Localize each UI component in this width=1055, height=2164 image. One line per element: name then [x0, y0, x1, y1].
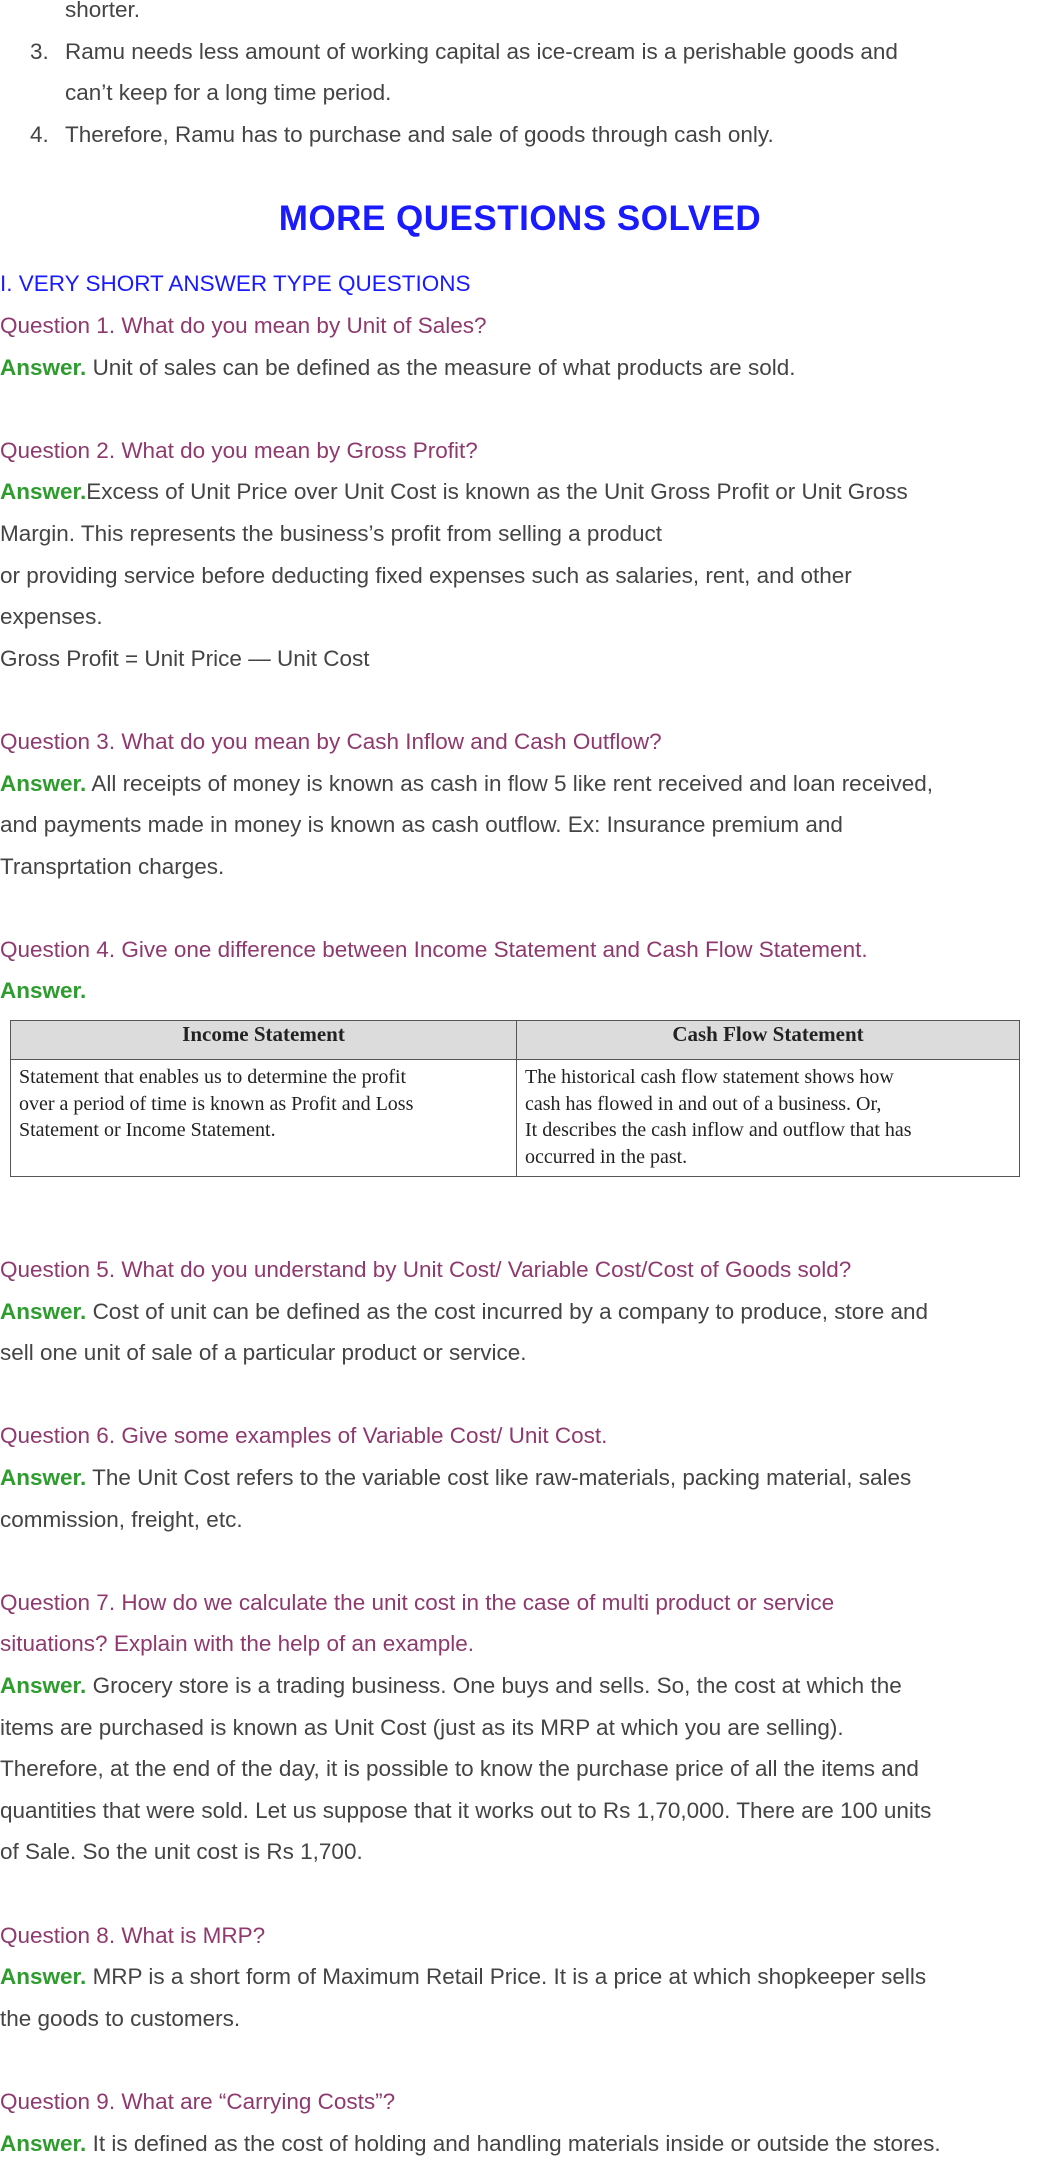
question-9: Question 9. What are “Carrying Costs”?	[0, 2088, 396, 2114]
answer-6: Answer. The Unit Cost refers to the variable cost like raw-materials, packing material, sales commission, freight, etc.	[0, 1465, 912, 1532]
list-item: 3. Ramu needs less amount of working capital as ice-cream is a perishable goods and can’t keep for a long time period.	[30, 38, 898, 106]
page-heading: MORE QUESTIONS SOLVED	[278, 199, 762, 239]
table-header-income: Income Statement	[11, 1021, 517, 1060]
answer-3: Answer. All receipts of money is known as cash in flow 5 like rent received and loan received, and payments made in money is known as cash outflow. Ex: Insurance premium and Transprtation charges.	[0, 770, 933, 879]
intro-list	[0, 31, 1040, 156]
answer-9: Answer. It is defined as the cost of holding and handling materials inside or outside the stores.	[0, 2130, 941, 2156]
question-2: Question 2. What do you mean by Gross Profit?	[0, 437, 478, 463]
answer-5: Answer. Cost of unit can be defined as the cost incurred by a company to produce, store and sell one unit of sale of a particular product or service.	[0, 1298, 929, 1366]
question-4: Question 4. Give one difference between Income Statement and Cash Flow Statement.	[0, 936, 868, 962]
intro-fragment: shorter.	[65, 0, 141, 22]
answer-7: Answer. Grocery store is a trading business. One buys and sells. So, the cost at which the items are purchased is known as Unit Cost (just as its MRP at which you are selling). Therefore, at the end of the day, it is possible to know the purchase price of all the items and quantities that were sold. Let us suppose that it works out to Rs 1,70,000. There are 100 units of Sale. So the unit cost is Rs 1,700.	[0, 1673, 932, 1865]
question-3: Question 3. What do you mean by Cash Inflow and Cash Outflow?	[0, 728, 662, 754]
formula: Gross Profit = Unit Price — Unit Cost	[0, 645, 370, 671]
comparison-table	[10, 1020, 1020, 1177]
table-cell-income: Statement that enables us to determine the profit over a period of time is known as Profit and Loss Statement or Income Statement.	[11, 1060, 517, 1177]
answer-8: Answer. MRP is a short form of Maximum Retail Price. It is a price at which shopkeeper sells the goods to customers.	[0, 1964, 927, 2031]
answer-1: Answer. Unit of sales can be defined as the measure of what products are sold.	[0, 354, 796, 380]
answer-4-label: Answer.	[0, 978, 87, 1004]
answer-2: Answer.Excess of Unit Price over Unit Cost is known as the Unit Gross Profit or Unit Gross Margin. This represents the business’s profit from selling a product or providing service before deducting fixed expenses such as salaries, rent, and other expenses. Gross Profit = Unit Price — Unit Cost	[0, 479, 908, 671]
list-item: 4. Therefore, Ramu has to purchase and sale of goods through cash only.	[30, 121, 774, 147]
question-7: Question 7. How do we calculate the unit cost in the case of multi product or service situations? Explain with the help of an example.	[0, 1589, 835, 1657]
question-1: Question 1. What do you mean by Unit of Sales?	[0, 312, 487, 338]
section-title: I. VERY SHORT ANSWER TYPE QUESTIONS	[0, 271, 471, 297]
table-cell-cashflow: The historical cash flow statement shows how cash has flowed in and out of a business. Or, It describes the cash inflow and outflow that has occurred in the past.	[517, 1060, 1020, 1177]
question-5: Question 5. What do you understand by Unit Cost/ Variable Cost/Cost of Goods sold?	[0, 1257, 852, 1283]
question-6: Question 6. Give some examples of Variable Cost/ Unit Cost.	[0, 1423, 608, 1449]
question-8: Question 8. What is MRP?	[0, 1922, 266, 1948]
table-header-cashflow: Cash Flow Statement	[517, 1021, 1020, 1060]
table-row	[11, 1060, 1020, 1177]
